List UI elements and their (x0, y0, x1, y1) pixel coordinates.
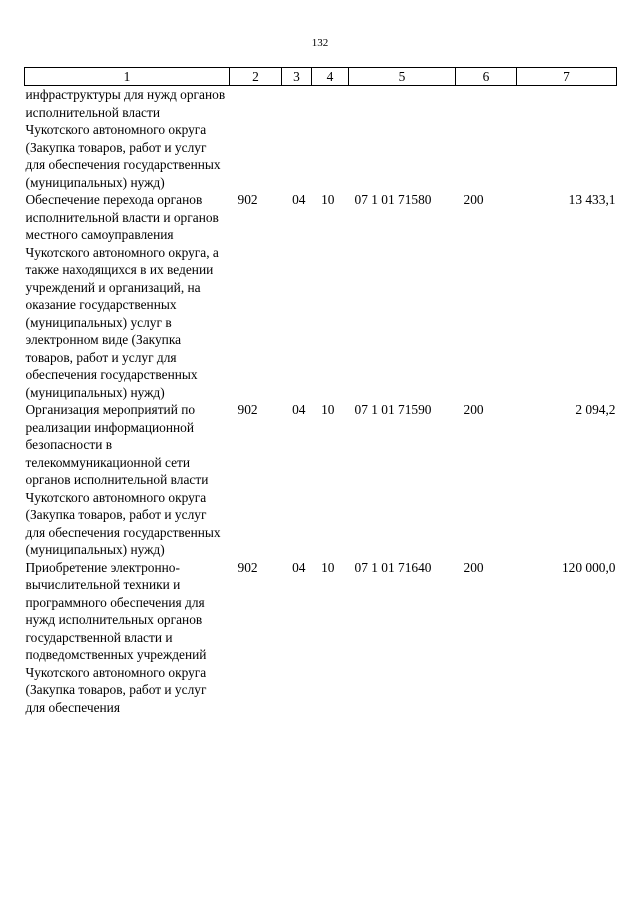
column-header: 1 (25, 68, 230, 86)
expense-type-code: 200 (463, 192, 484, 207)
grbs-code (230, 86, 282, 192)
section-code: 04 (292, 559, 306, 575)
section-code: 04 (292, 192, 306, 207)
column-header: 7 (517, 68, 617, 86)
expense-type-code: 200 (463, 559, 484, 575)
column-header: 2 (230, 68, 282, 86)
grbs-code: 902 (237, 559, 258, 575)
table-row (25, 559, 617, 717)
target-article-code (349, 86, 456, 192)
subsection-code (312, 86, 349, 192)
item-name: Организация мероприятий по реализации информационной безопасности в телекоммуникационной сети органов исполнительной власти Чукотского автономного округа (Закупка товаров, работ и услуг для обеспечения государственных (муниципальных) нужд) (25, 402, 221, 557)
section-code: 04 (292, 402, 306, 417)
amount: 13 433,1 (568, 192, 616, 207)
budget-table (24, 67, 617, 716)
grbs-code: 902 (237, 192, 258, 207)
item-name: Обеспечение перехода органов исполнительной власти и органов местного самоуправления Чукотского автономного округа, а также находящихся в их ведении учреждений и организаций, на оказание государственных (муниципальных) услуг в электронном виде (Закупка товаров, работ и услуг для обеспечения государственных (муниципальных) нужд) (25, 192, 219, 400)
item-name: инфраструктуры для нужд органов исполнительной власти Чукотского автономного округа (Закупка товаров, работ и услуг для обеспечения государственных (муниципальных) нужд) (25, 87, 226, 190)
amount: 2 094,2 (575, 402, 616, 417)
column-header: 5 (349, 68, 456, 86)
column-header: 6 (456, 68, 517, 86)
section-code (282, 86, 312, 192)
item-name: Приобретение электронно-вычислительной техники и программного обеспечения для нужд исполнительных органов государственной власти и подведомственных учреждений Чукотского автономного округа (Закупка товаров, работ и услуг для обеспечения (25, 559, 207, 715)
target-article-code: 07 1 01 71640 (354, 559, 432, 575)
subsection-code: 10 (321, 192, 335, 207)
target-article-code: 07 1 01 71590 (354, 402, 432, 417)
table-row (25, 401, 617, 559)
table-row (25, 86, 617, 192)
grbs-code: 902 (237, 402, 258, 417)
page-number: 132 (311, 37, 329, 49)
target-article-code: 07 1 01 71580 (354, 192, 432, 207)
column-header: 3 (282, 68, 312, 86)
table-header (25, 68, 617, 86)
amount (517, 86, 617, 192)
expense-type-code: 200 (463, 402, 484, 417)
subsection-code: 10 (321, 559, 335, 575)
amount: 120 000,0 (561, 559, 616, 575)
expense-type-code (456, 86, 517, 192)
subsection-code: 10 (321, 402, 335, 417)
column-header: 4 (312, 68, 349, 86)
table-row (25, 191, 617, 401)
